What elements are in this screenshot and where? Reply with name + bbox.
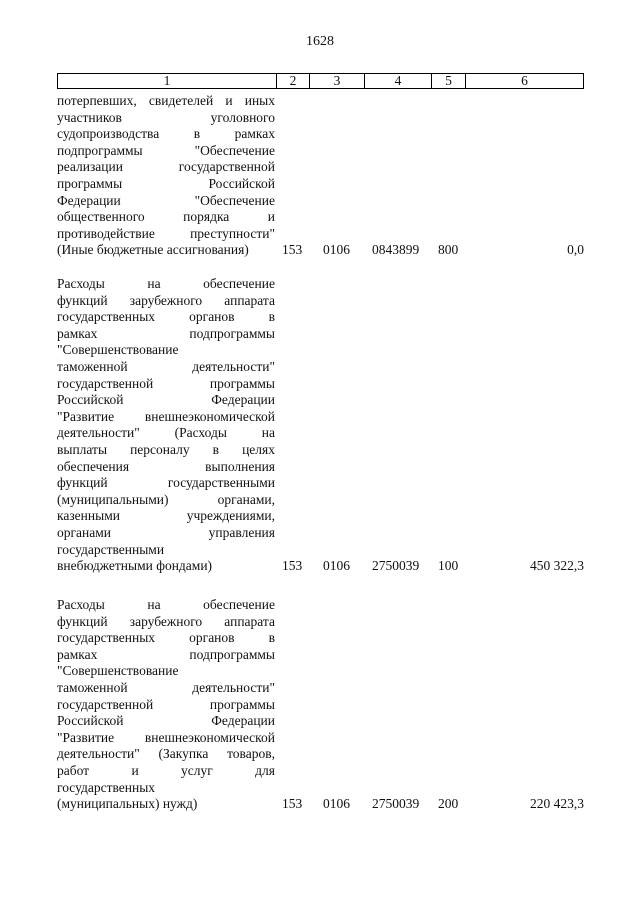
row-description (57, 93, 275, 259)
cell-col-5: 800 (438, 242, 459, 258)
description-line: рамках подпрограммы (57, 325, 275, 341)
description-line: государственной программы (57, 375, 275, 391)
description-line: "Совершенствование (57, 663, 179, 679)
description-line: подпрограммы "Обеспечение (57, 142, 275, 158)
description-line: казенными учреждениями, (57, 508, 275, 524)
description-line: (муниципальными) органами, (57, 491, 275, 507)
description-line: функций государственными (57, 475, 275, 491)
description-line: Российской Федерации (57, 392, 275, 408)
description-line: таможенной деятельности" (57, 679, 275, 695)
description-line: Расходы на обеспечение (57, 597, 275, 612)
description-line: реализации государственной (57, 159, 275, 175)
description-line: внебюджетными фондами) (57, 558, 213, 574)
description-line: противодействие преступности" (57, 225, 275, 241)
cell-col-4: 2750039 (372, 796, 420, 812)
description-line: Российской Федерации (57, 713, 275, 729)
cell-col-3: 0106 (323, 558, 350, 574)
row-description (57, 276, 275, 575)
cell-col-6: 220 423,3 (530, 796, 584, 812)
description-line: программы Российской (57, 175, 275, 191)
cell-col-5: 100 (438, 558, 459, 574)
description-line: органами управления (57, 524, 275, 540)
description-line: рамках подпрограммы (57, 646, 275, 662)
description-line: таможенной деятельности" (57, 358, 275, 374)
header-col-3: 3 (309, 74, 364, 88)
description-line: функций зарубежного аппарата (57, 613, 275, 629)
description-line: Расходы на обеспечение (57, 276, 275, 291)
cell-col-2: 153 (282, 558, 303, 574)
description-line: (Иные бюджетные ассигнования) (57, 242, 249, 258)
description-line: "Совершенствование (57, 342, 179, 358)
description-line: судопроизводства в рамках (57, 126, 275, 142)
description-line: выплаты персоналу в целях (57, 441, 275, 457)
description-line: функций зарубежного аппарата (57, 292, 275, 308)
cell-col-4: 2750039 (372, 558, 420, 574)
header-col-2: 2 (276, 74, 309, 88)
header-col-4: 4 (364, 74, 431, 88)
cell-col-6: 450 322,3 (530, 558, 584, 574)
cell-col-2: 153 (282, 796, 303, 812)
description-line: деятельности" (Расходы на (57, 425, 275, 441)
description-line: государственных органов в (57, 309, 275, 325)
description-line: (муниципальных) нужд) (57, 796, 198, 812)
description-line: "Развитие внешнеэкономической (57, 729, 275, 745)
cell-col-2: 153 (282, 242, 303, 258)
description-line: обеспечения выполнения (57, 458, 275, 474)
description-line: государственной программы (57, 696, 275, 712)
cell-col-6: 0,0 (567, 242, 584, 258)
description-line: государственных (57, 779, 156, 795)
cell-col-3: 0106 (323, 796, 350, 812)
header-col-1: 1 (163, 73, 171, 88)
description-line: деятельности" (Закупка товаров, (57, 746, 275, 762)
description-line: государственными (57, 541, 165, 557)
cell-col-5: 200 (438, 796, 459, 812)
row-description (57, 597, 275, 813)
page-number: 1628 (306, 34, 334, 49)
header-col-5: 5 (431, 74, 465, 88)
description-line: общественного порядка и (57, 209, 275, 225)
description-line: работ и услуг для (57, 762, 275, 778)
description-line: "Развитие внешнеэкономической (57, 408, 275, 424)
cell-col-4: 0843899 (372, 242, 420, 258)
header-col-6: 6 (465, 74, 583, 88)
description-line: потерпевших, свидетелей и иных (57, 93, 275, 108)
description-line: Федерации "Обеспечение (57, 192, 275, 208)
description-line: государственных органов в (57, 630, 275, 646)
description-line: участников уголовного (57, 109, 275, 125)
table-header-row (57, 73, 584, 89)
cell-col-3: 0106 (323, 242, 350, 258)
